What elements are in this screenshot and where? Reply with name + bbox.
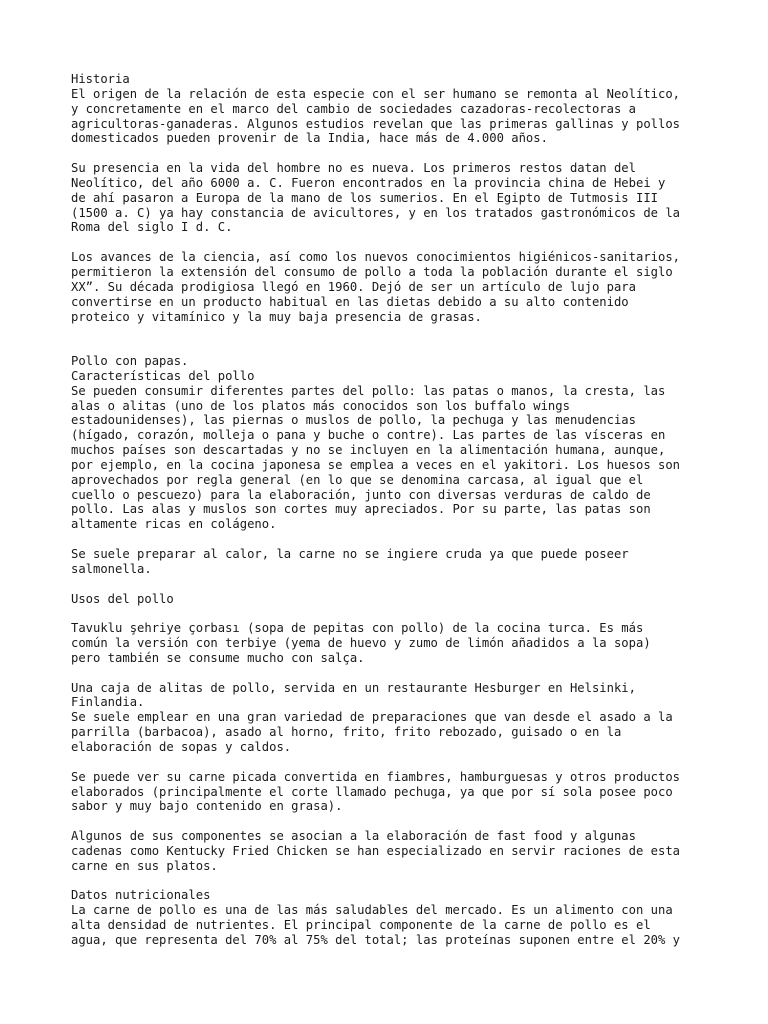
text-line: estadounidenses), las piernas o muslos de pollo, la pechuga y las menudencias [71, 413, 636, 428]
text-line: alta densidad de nutrientes. El principal componente de la carne de pollo es el [71, 918, 651, 933]
text-line: Algunos de sus componentes se asocian a la elaboración de fast food y algunas [71, 829, 636, 844]
text-line: Finlandia. [71, 695, 145, 710]
text-line: pollo. Las alas y muslos son cortes muy apreciados. Por su parte, las patas son [71, 502, 651, 517]
text-line: Su presencia en la vida del hombre no es nueva. Los primeros restos datan del [71, 161, 636, 176]
blank-line [71, 339, 711, 354]
text-line: elaboración de sopas y caldos. [71, 739, 292, 754]
document-body [71, 72, 711, 948]
text-line: (1500 a. C) ya hay constancia de avicultores, y en los tratados gastronómicos de la [71, 205, 681, 220]
text-line: Neolítico, del año 6000 a. C. Fueron encontrados en la provincia china de Hebei y [71, 175, 666, 190]
text-line: Una caja de alitas de pollo, servida en un restaurante Hesburger en Helsinki, [71, 680, 636, 695]
text-line: cuello o pescuezo) para la elaboración, junto con diversas verduras de caldo de [71, 487, 651, 502]
text-line: Se suele emplear en una gran variedad de preparaciones que van desde el asado a la [71, 710, 673, 725]
text-line: salmonella. [71, 561, 152, 576]
heading-caracteristicas: Características del pollo [71, 368, 255, 383]
text-line: Tavuklu şehriye çorbası (sopa de pepitas con pollo) de la cocina turca. Es más [71, 621, 644, 636]
blank-line [71, 666, 711, 681]
text-line: agricultoras-ganaderas. Algunos estudios revelan que las primeras gallinas y pollos [71, 116, 681, 131]
text-line: sabor y muy bajo contenido en grasa). [71, 799, 343, 814]
text-line: Se suele preparar al calor, la carne no se ingiere cruda ya que puede poseer [71, 547, 629, 561]
text-line: de ahí pasaron a Europa de la mano de los sumerios. En el Egipto de Tutmosis III [71, 190, 658, 205]
image-caption: Pollo con papas. [71, 354, 189, 369]
blank-line [71, 606, 711, 621]
text-line: Los avances de la ciencia, así como los nuevos conocimientos higiénicos-sanitarios, [71, 250, 681, 265]
text-line: parrilla (barbacoa), asado al horno, frito, frito rebozado, guisado o en la [71, 725, 622, 740]
text-line: aprovechados por regla general (en lo que se denomina carcasa, al igual que el [71, 472, 644, 487]
text-line: pero también se consume mucho con salça. [71, 650, 365, 665]
text-line: permitieron la extensión del consumo de pollo a toda la población durante el siglo [71, 264, 673, 279]
blank-line [71, 532, 711, 547]
text-line: Roma del siglo I d. C. [71, 220, 233, 235]
text-line: convertirse en un producto habitual en las dietas debido a su alto contenido [71, 294, 629, 309]
blank-line [71, 577, 711, 592]
blank-line [71, 324, 711, 339]
text-line: altamente ricas en colágeno. [71, 517, 277, 532]
text-line: cadenas como Kentucky Fried Chicken se han especializado en servir raciones de esta [71, 843, 681, 858]
text-line: muchos países son descartadas y no se incluyen en la alimentación humana, aunque, [71, 443, 666, 458]
text-line: elaborados (principalmente el corte llamado pechuga, ya que por sí sola posee poco [71, 784, 673, 799]
heading-historia: Historia [71, 72, 130, 86]
blank-line [71, 146, 711, 161]
text-line: y concretamente en el marco del cambio de sociedades cazadoras-recolectoras a [71, 101, 636, 116]
blank-line [71, 874, 711, 889]
heading-datos: Datos nutricionales [71, 888, 211, 903]
text-line: por ejemplo, en la cocina japonesa se emplea a veces en el yakitori. Los huesos son [71, 457, 681, 472]
text-line: agua, que representa del 70% al 75% del total; las proteínas suponen entre el 20% y [71, 932, 681, 947]
text-line: Se puede ver su carne picada convertida en fiambres, hamburguesas y otros productos [71, 769, 681, 784]
text-line: Se pueden consumir diferentes partes del pollo: las patas o manos, la cresta, las [71, 383, 666, 398]
text-line: carne en sus platos. [71, 858, 218, 873]
blank-line [71, 755, 711, 770]
text-line: alas o alitas (uno de los platos más conocidos son los buffalo wings [71, 398, 570, 413]
text-line: El origen de la relación de esta especie con el ser humano se remonta al Neolítico, [71, 86, 681, 101]
blank-line [71, 814, 711, 829]
text-line: (hígado, corazón, molleja o pana y buche o contre). Las partes de las vísceras en [71, 428, 666, 443]
text-line: XX”. Su década prodigiosa llegó en 1960. Dejó de ser un artículo de lujo para [71, 279, 636, 294]
blank-line [71, 235, 711, 250]
text-line: La carne de pollo es una de las más saludables del mercado. Es un alimento con una [71, 903, 673, 918]
text-line: proteico y vitamínico y la muy baja presencia de grasas. [71, 309, 482, 324]
text-line: domesticados pueden provenir de la India, hace más de 4.000 años. [71, 131, 548, 146]
heading-usos: Usos del pollo [71, 591, 174, 606]
text-line: común la versión con terbiye (yema de huevo y zumo de limón añadidos a la sopa) [71, 636, 651, 651]
